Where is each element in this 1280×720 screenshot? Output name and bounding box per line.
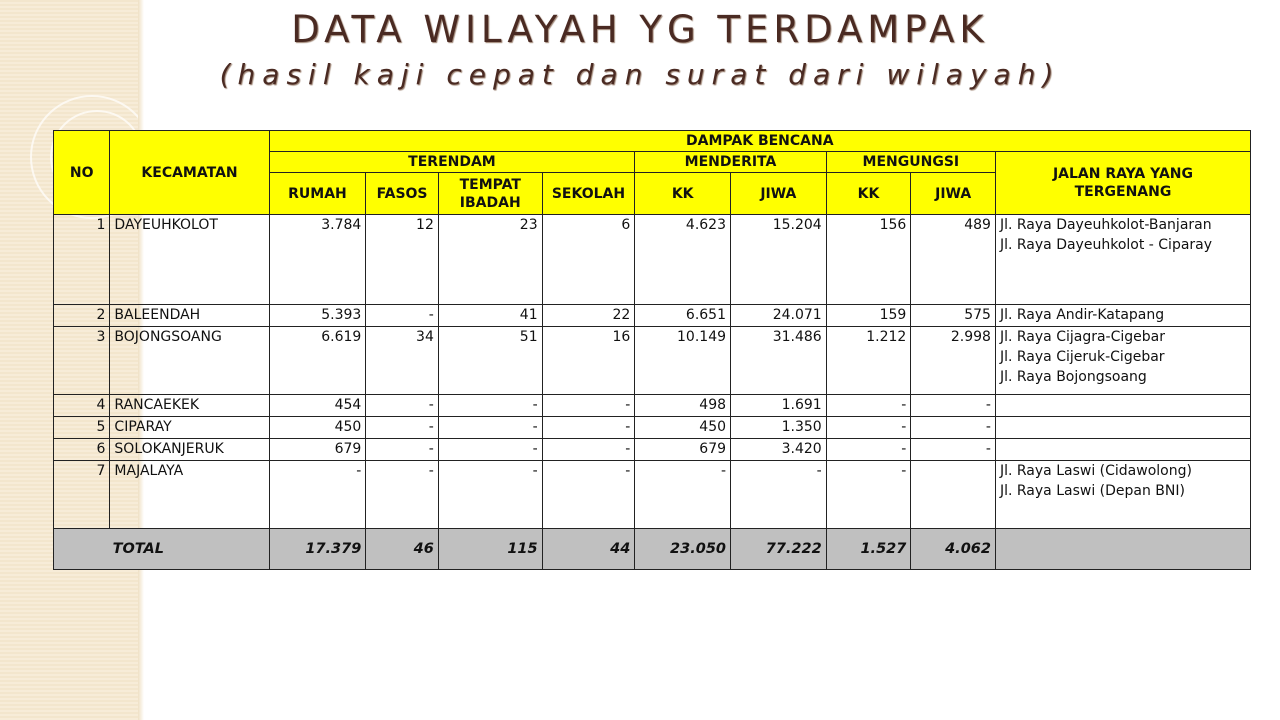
cell-tempat-ibadah: - [438,417,542,439]
header-sekolah: SEKOLAH [542,173,635,215]
page-subtitle: (hasil kaji cepat dan surat dari wilayah) [219,58,1061,91]
cell-mengungsi-jiwa: 2.998 [911,327,996,395]
total-jalan [995,529,1250,570]
impact-table [53,130,1251,570]
road-name: Jl. Raya Laswi (Depan BNI) [999,483,1185,499]
cell-menderita-kk: - [635,461,731,529]
cell-mengungsi-kk: - [826,439,911,461]
road-name: Jl. Raya Andir-Katapang [999,307,1165,323]
total-label: TOTAL [54,529,270,570]
cell-menderita-kk: 6.651 [635,305,731,327]
cell-sekolah: 6 [542,215,635,305]
cell-menderita-kk: 450 [635,417,731,439]
cell-fasos: - [366,395,439,417]
cell-menderita-jiwa: 1.350 [731,417,827,439]
cell-jalan [995,327,1250,395]
cell-kecamatan: BOJONGSOANG [110,327,269,395]
table-row [54,395,1251,417]
cell-rumah: 679 [269,439,366,461]
cell-mengungsi-kk: 156 [826,215,911,305]
total-menderita-jiwa: 77.222 [731,529,827,570]
cell-menderita-kk: 498 [635,395,731,417]
header-jalan-raya: JALAN RAYA YANG TERGENANG [995,152,1250,215]
cell-kecamatan: RANCAEKEK [110,395,269,417]
table-row [54,305,1251,327]
cell-fasos: - [366,461,439,529]
cell-menderita-jiwa: 1.691 [731,395,827,417]
cell-sekolah: - [542,395,635,417]
cell-sekolah: - [542,439,635,461]
header-terendam: TERENDAM [269,152,635,173]
header-tempat-ibadah: TEMPAT IBADAH [438,173,542,215]
cell-kecamatan: SOLOKANJERUK [110,439,269,461]
cell-jalan [995,417,1250,439]
cell-no: 6 [54,439,110,461]
cell-mengungsi-kk: 1.212 [826,327,911,395]
header-kecamatan: KECAMATAN [110,131,269,215]
total-sekolah: 44 [542,529,635,570]
cell-mengungsi-jiwa: - [911,439,996,461]
cell-mengungsi-kk: - [826,395,911,417]
header-rumah: RUMAH [269,173,366,215]
table-row [54,439,1251,461]
cell-tempat-ibadah: - [438,395,542,417]
cell-kecamatan: MAJALAYA [110,461,269,529]
cell-no: 2 [54,305,110,327]
total-mengungsi-kk: 1.527 [826,529,911,570]
total-tempat-ibadah: 115 [438,529,542,570]
total-mengungsi-jiwa: 4.062 [911,529,996,570]
cell-tempat-ibadah: 41 [438,305,542,327]
cell-kecamatan: BALEENDAH [110,305,269,327]
cell-rumah: - [269,461,366,529]
cell-jalan [995,461,1250,529]
cell-sekolah: - [542,417,635,439]
cell-mengungsi-kk: - [826,461,911,529]
cell-fasos: - [366,439,439,461]
road-name: Jl. Raya Dayeuhkolot-Banjaran [999,217,1212,233]
header-menderita-jiwa: JIWA [731,173,827,215]
cell-rumah: 450 [269,417,366,439]
cell-menderita-kk: 10.149 [635,327,731,395]
cell-menderita-jiwa: - [731,461,827,529]
cell-menderita-jiwa: 31.486 [731,327,827,395]
road-name: Jl. Raya Cijagra-Cigebar [999,329,1165,345]
header-dampak-bencana: DAMPAK BENCANA [269,131,1250,152]
road-name: Jl. Raya Laswi (Cidawolong) [999,463,1192,479]
cell-rumah: 6.619 [269,327,366,395]
cell-menderita-kk: 4.623 [635,215,731,305]
cell-fasos: 34 [366,327,439,395]
total-menderita-kk: 23.050 [635,529,731,570]
header-no: NO [54,131,110,215]
road-name: Jl. Raya Dayeuhkolot - Ciparay [999,237,1213,253]
total-fasos: 46 [366,529,439,570]
cell-jalan [995,215,1250,305]
header-mengungsi-jiwa: JIWA [911,173,996,215]
table-row [54,461,1251,529]
road-name: Jl. Raya Cijeruk-Cigebar [999,349,1165,365]
cell-menderita-jiwa: 3.420 [731,439,827,461]
cell-mengungsi-kk: 159 [826,305,911,327]
header-mengungsi-kk: KK [826,173,911,215]
cell-sekolah: 16 [542,327,635,395]
cell-jalan [995,395,1250,417]
cell-mengungsi-jiwa: - [911,417,996,439]
header-fasos: FASOS [366,173,439,215]
cell-rumah: 3.784 [269,215,366,305]
cell-menderita-jiwa: 24.071 [731,305,827,327]
table-row [54,417,1251,439]
cell-mengungsi-jiwa: 489 [911,215,996,305]
cell-kecamatan: CIPARAY [110,417,269,439]
cell-menderita-jiwa: 15.204 [731,215,827,305]
road-name: Jl. Raya Bojongsoang [999,369,1147,385]
cell-no: 4 [54,395,110,417]
cell-no: 1 [54,215,110,305]
total-rumah: 17.379 [269,529,366,570]
cell-rumah: 454 [269,395,366,417]
cell-kecamatan: DAYEUHKOLOT [110,215,269,305]
cell-tempat-ibadah: - [438,461,542,529]
cell-mengungsi-jiwa [911,461,996,529]
cell-menderita-kk: 679 [635,439,731,461]
cell-fasos: - [366,305,439,327]
cell-mengungsi-kk: - [826,417,911,439]
header-mengungsi: MENGUNGSI [826,152,995,173]
header-menderita: MENDERITA [635,152,826,173]
cell-mengungsi-jiwa: 575 [911,305,996,327]
page-title: DATA WILAYAH YG TERDAMPAK [291,8,989,51]
cell-jalan [995,305,1250,327]
cell-fasos: 12 [366,215,439,305]
cell-no: 3 [54,327,110,395]
header-menderita-kk: KK [635,173,731,215]
cell-no: 5 [54,417,110,439]
cell-no: 7 [54,461,110,529]
cell-sekolah: - [542,461,635,529]
cell-tempat-ibadah: 23 [438,215,542,305]
total-row [54,529,1251,570]
cell-mengungsi-jiwa: - [911,395,996,417]
cell-sekolah: 22 [542,305,635,327]
cell-fasos: - [366,417,439,439]
cell-rumah: 5.393 [269,305,366,327]
cell-jalan [995,439,1250,461]
cell-tempat-ibadah: 51 [438,327,542,395]
table-row [54,327,1251,395]
cell-tempat-ibadah: - [438,439,542,461]
table-row [54,215,1251,305]
